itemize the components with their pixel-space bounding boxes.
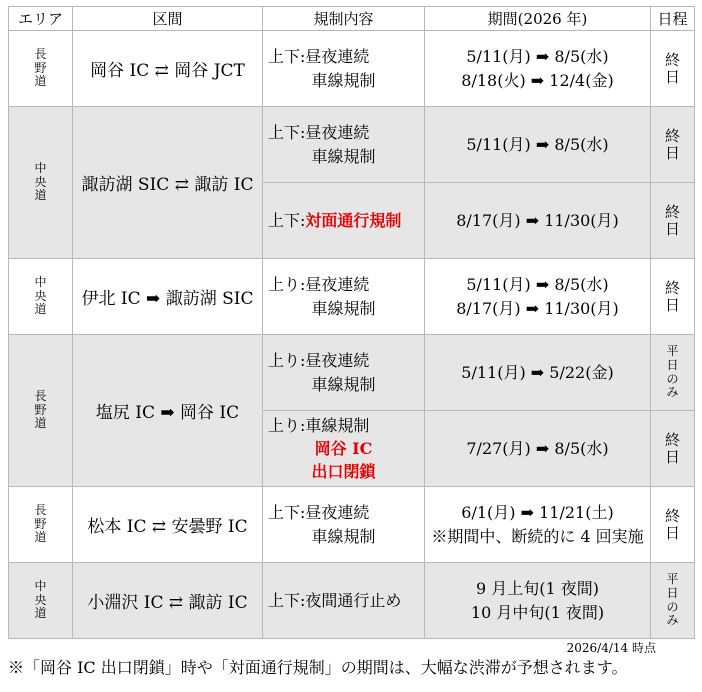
table-body <box>9 31 695 639</box>
regulation-table <box>8 6 695 639</box>
period-line: 5/11(月) ➡ 8/5(水) <box>466 275 609 295</box>
period-line: 5/11(月) ➡ 8/5(水) <box>466 134 609 154</box>
table-row <box>9 31 695 107</box>
regulation-text: 車線規制 <box>311 298 376 318</box>
regulation-line <box>268 69 419 92</box>
vertical-char: 日 <box>666 357 679 372</box>
vertical-char: 長 <box>34 502 47 517</box>
vertical-char: 終 <box>664 50 680 69</box>
vertical-text <box>9 162 72 203</box>
vertical-char: 平 <box>666 343 679 358</box>
regulation-text: 上り:昼夜連続 <box>268 351 370 371</box>
schedule-cell <box>651 335 695 411</box>
table-row <box>9 563 695 639</box>
table-row <box>9 335 695 411</box>
as-of-date: 2026/4/14 時点 <box>566 641 656 655</box>
regulation-text: 上下:昼夜連続 <box>268 47 370 67</box>
column-header-1: エリア <box>9 7 73 31</box>
regulation-line <box>268 209 419 232</box>
vertical-text <box>651 128 694 162</box>
regulation-alert-text: 出口閉鎖 <box>311 462 376 482</box>
regulation-line <box>268 589 419 612</box>
vertical-text <box>651 204 694 238</box>
period-line: 10 月中旬(1 夜間) <box>470 602 605 622</box>
vertical-text <box>9 580 72 621</box>
vertical-text <box>651 508 694 542</box>
regulation-cell <box>263 411 425 487</box>
vertical-char: 道 <box>34 530 47 545</box>
vertical-char: 央 <box>34 288 47 303</box>
regulation-line <box>268 414 419 437</box>
route-cell: 塩尻 IC ➡ 岡谷 IC <box>73 335 263 487</box>
table-header <box>9 7 695 31</box>
schedule-cell <box>651 31 695 107</box>
table-row <box>9 259 695 335</box>
header-row <box>9 7 695 31</box>
period-line: 5/11(月) ➡ 8/5(水) <box>466 47 609 67</box>
period-cell <box>425 107 651 183</box>
schedule-cell <box>651 487 695 563</box>
period-cell <box>425 183 651 259</box>
period-cell <box>425 563 651 639</box>
regulation-cell <box>263 183 425 259</box>
vertical-text <box>9 48 72 89</box>
regulation-line <box>268 349 419 372</box>
vertical-char: 中 <box>34 160 47 175</box>
area-cell <box>9 563 73 639</box>
period-line: 6/1(月) ➡ 11/21(土) <box>461 503 614 523</box>
regulation-cell <box>263 259 425 335</box>
regulation-line <box>268 460 419 483</box>
area-cell <box>9 259 73 335</box>
vertical-char: 央 <box>34 174 47 189</box>
vertical-text <box>651 432 694 466</box>
vertical-char: 日 <box>664 447 680 466</box>
period-line: ※期間中、断続的に 4 回実施 <box>431 526 644 546</box>
regulation-line <box>268 373 419 396</box>
period-line: 9 月上旬(1 夜間) <box>475 579 600 599</box>
schedule-cell <box>651 183 695 259</box>
period-line: 8/18(火) ➡ 12/4(金) <box>461 70 614 90</box>
route-cell: 伊北 IC ➡ 諏訪湖 SIC <box>73 259 263 335</box>
congestion-warning-note: ※「岡谷 IC 出口閉鎖」時や「対面通行規制」の期間は、大幅な渋滞が予想されます。 <box>8 658 628 678</box>
area-cell <box>9 107 73 259</box>
vertical-char: 日 <box>664 523 680 542</box>
regulation-cell <box>263 487 425 563</box>
vertical-char: み <box>666 385 679 400</box>
regulation-cell <box>263 31 425 107</box>
schedule-cell <box>651 259 695 335</box>
vertical-char: 長 <box>34 46 47 61</box>
vertical-char: 終 <box>664 278 680 297</box>
period-cell <box>425 335 651 411</box>
period-cell <box>425 259 651 335</box>
route-cell: 岡谷 IC ⇄ 岡谷 JCT <box>73 31 263 107</box>
regulation-text: 上下:昼夜連続 <box>268 503 370 523</box>
vertical-char: 日 <box>664 143 680 162</box>
area-cell <box>9 335 73 487</box>
schedule-cell <box>651 563 695 639</box>
regulation-line <box>268 501 419 524</box>
vertical-text <box>651 345 694 400</box>
vertical-text <box>651 573 694 628</box>
vertical-char: 終 <box>664 430 680 449</box>
vertical-char: 日 <box>666 585 679 600</box>
vertical-char: の <box>666 371 679 386</box>
vertical-char: 道 <box>34 606 47 621</box>
regulation-text: 上下:夜間通行止め <box>268 590 402 610</box>
period-line: 8/17(月) ➡ 11/30(月) <box>456 210 619 230</box>
route-cell: 小淵沢 IC ⇄ 諏訪 IC <box>73 563 263 639</box>
regulation-text: 上り:車線規制 <box>268 415 370 435</box>
regulation-line <box>268 145 419 168</box>
period-cell <box>425 487 651 563</box>
vertical-char: 長 <box>34 388 47 403</box>
column-header-4: 期間(2026 年) <box>425 7 651 31</box>
period-cell <box>425 31 651 107</box>
column-header-2: 区間 <box>73 7 263 31</box>
regulation-cell <box>263 335 425 411</box>
route-cell: 諏訪湖 SIC ⇄ 諏訪 IC <box>73 107 263 259</box>
vertical-text <box>9 276 72 317</box>
regulation-line <box>268 45 419 68</box>
regulation-line <box>268 297 419 320</box>
vertical-char: 野 <box>34 60 47 75</box>
regulation-cell <box>263 563 425 639</box>
vertical-text <box>651 52 694 86</box>
period-line: 8/17(月) ➡ 11/30(月) <box>456 298 619 318</box>
area-cell <box>9 487 73 563</box>
vertical-char: 野 <box>34 402 47 417</box>
regulation-text: 車線規制 <box>311 374 376 394</box>
vertical-char: 終 <box>664 506 680 525</box>
regulation-text: 上下: <box>268 210 306 230</box>
vertical-text <box>9 504 72 545</box>
schedule-cell <box>651 411 695 487</box>
vertical-char: 日 <box>664 295 680 314</box>
vertical-char: 野 <box>34 516 47 531</box>
regulation-cell <box>263 107 425 183</box>
column-header-3: 規制内容 <box>263 7 425 31</box>
vertical-text <box>9 390 72 431</box>
regulation-line <box>268 273 419 296</box>
regulation-line <box>268 437 419 460</box>
vertical-char: 央 <box>34 592 47 607</box>
vertical-char: 日 <box>664 67 680 86</box>
vertical-char: 道 <box>34 416 47 431</box>
regulation-alert-text: 岡谷 IC <box>314 438 373 458</box>
schedule-cell <box>651 107 695 183</box>
regulation-text: 車線規制 <box>311 526 376 546</box>
regulation-text: 車線規制 <box>311 146 376 166</box>
vertical-char: 中 <box>34 578 47 593</box>
period-line: 5/11(月) ➡ 5/22(金) <box>461 362 614 382</box>
vertical-char: 平 <box>666 571 679 586</box>
vertical-char: 終 <box>664 126 680 145</box>
vertical-char: の <box>666 599 679 614</box>
vertical-char: 中 <box>34 274 47 289</box>
table-row <box>9 487 695 563</box>
vertical-char: 道 <box>34 302 47 317</box>
table-row <box>9 107 695 183</box>
regulation-alert-text: 対面通行規制 <box>305 210 402 230</box>
regulation-text: 上り:昼夜連続 <box>268 275 370 295</box>
regulation-line <box>268 121 419 144</box>
period-line: 7/27(月) ➡ 8/5(水) <box>466 438 609 458</box>
vertical-char: 日 <box>664 219 680 238</box>
column-header-5: 日程 <box>651 7 695 31</box>
route-cell: 松本 IC ⇄ 安曇野 IC <box>73 487 263 563</box>
vertical-char: 終 <box>664 202 680 221</box>
vertical-char: 道 <box>34 188 47 203</box>
vertical-char: み <box>666 613 679 628</box>
vertical-text <box>651 280 694 314</box>
vertical-char: 道 <box>34 74 47 89</box>
period-cell <box>425 411 651 487</box>
regulation-text: 上下:昼夜連続 <box>268 123 370 143</box>
regulation-line <box>268 525 419 548</box>
regulation-text: 車線規制 <box>311 70 376 90</box>
area-cell <box>9 31 73 107</box>
